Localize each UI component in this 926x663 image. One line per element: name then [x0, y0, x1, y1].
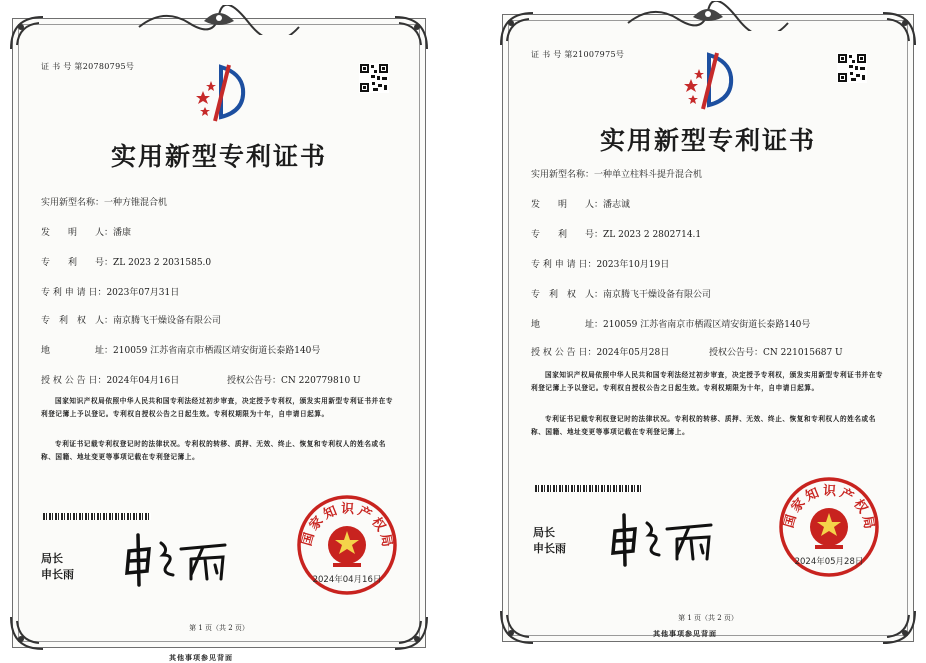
seal-date: 2024年05月28日 [794, 557, 864, 567]
row-patent-number [531, 227, 701, 240]
utility-model-name: 一种方锥混合机 [104, 198, 168, 208]
barcode [535, 485, 643, 492]
label-patent-number: 专 利 号： [41, 258, 114, 268]
grant-date: 2024年04月16日 [106, 376, 180, 386]
label-address: 地 址： [41, 346, 114, 356]
page-number: 第 1 页（共 2 页） [678, 614, 738, 622]
address: 210059 江苏省南京市栖霞区靖安街道长泰路140号 [113, 346, 321, 356]
seal-text: 国家知识产权局 [299, 501, 395, 552]
label-filing-date: 专 利 申 请 日： [531, 260, 597, 270]
director-title: 局长 [533, 526, 555, 539]
director-title: 局长 [41, 552, 63, 565]
ornament-top [623, 1, 793, 31]
footnote: 其他事项参见背面 [653, 629, 717, 638]
label-grant-number: 授权公告号： [227, 376, 282, 386]
notice-paragraph-1: 国家知识产权局依照中华人民共和国专利法经过初步审查，决定授予专利权，颁发实用新型专利证书并在专利登记簿上予以登记。专利权自授权公告之日起生效。专利权期限为十年，自申请日起算。 [531, 371, 884, 392]
barcode [43, 513, 151, 520]
row-grant-number [227, 373, 361, 386]
row-inventor [41, 225, 131, 238]
row-address [41, 343, 320, 356]
label-grant-date: 授 权 公 告 日： [531, 348, 597, 358]
notice-paragraph-1: 国家知识产权局依照中华人民共和国专利法经过初步审查，决定授予专利权，颁发实用新型专利证书并在专利登记簿上予以登记。专利权自授权公告之日起生效。专利权期限为十年，自申请日起算。 [41, 397, 394, 418]
address: 210059 江苏省南京市栖霞区靖安街道长泰路140号 [603, 320, 811, 330]
filing-date: 2023年07月31日 [106, 288, 180, 298]
ornament-corner-bl [9, 615, 45, 651]
director-name: 申长雨 [41, 568, 74, 581]
director-name: 申长雨 [533, 542, 566, 555]
official-seal [295, 493, 399, 597]
row-grant-date [531, 345, 669, 358]
director-signature [607, 509, 727, 569]
official-seal [777, 475, 881, 579]
row-grant-date [41, 373, 179, 386]
row-utility-model-name [531, 167, 702, 180]
certificate-title: 实用新型专利证书 [599, 126, 816, 155]
row-patentee [531, 287, 711, 300]
cert-number: 证 书 号 第21007975号 [531, 50, 625, 59]
qr-code-icon [359, 63, 389, 93]
row-filing-date [531, 257, 669, 270]
ornament-corner-tl [9, 15, 45, 51]
label-filing-date: 专 利 申 请 日： [41, 288, 107, 298]
ornament-corner-tr [393, 15, 429, 51]
patentee: 南京腾飞干燥设备有限公司 [603, 290, 712, 300]
director-signature [121, 529, 241, 589]
inventor: 潘康 [113, 228, 132, 238]
row-grant-number [709, 345, 843, 358]
ornament-corner-tr [881, 11, 917, 47]
patent-certificate-1 [12, 18, 426, 662]
patent-number: ZL 2023 2 2031585.0 [113, 258, 212, 268]
label-patent-number: 专 利 号： [531, 230, 604, 240]
grant-number: CN 220779810 U [281, 376, 361, 386]
director-block [533, 525, 566, 557]
label-utility-model-name: 实用新型名称： [531, 170, 595, 180]
utility-model-name: 一种单立柱料斗提升混合机 [594, 170, 703, 180]
label-grant-number: 授权公告号： [709, 348, 764, 358]
label-utility-model-name: 实用新型名称： [41, 198, 105, 208]
cnipa-logo [191, 61, 253, 123]
label-patentee: 专 利 权 人： [531, 290, 604, 300]
ornament-corner-br [393, 615, 429, 651]
row-patent-number [41, 255, 211, 268]
row-utility-model-name [41, 195, 167, 208]
notice-paragraph-2: 专利证书记载专利权登记时的法律状况。专利权的转移、质押、无效、终止、恢复和专利权人的姓名或名称、国籍、地址变更等事项记载在专利登记簿上。 [531, 415, 876, 436]
grant-number: CN 221015687 U [763, 348, 843, 358]
label-grant-date: 授 权 公 告 日： [41, 376, 107, 386]
row-patentee [41, 313, 221, 326]
label-patentee: 专 利 权 人： [41, 316, 114, 326]
cert-number: 证 书 号 第20780795号 [41, 62, 135, 71]
notice-paragraph-2: 专利证书记载专利权登记时的法律状况。专利权的转移、质押、无效、终止、恢复和专利权人的姓名或名称、国籍、地址变更等事项记载在专利登记簿上。 [41, 440, 386, 461]
footnote: 其他事项参见背面 [169, 653, 233, 662]
ornament-top [134, 5, 304, 35]
cnipa-logo [679, 49, 741, 111]
qr-code-icon [837, 53, 867, 83]
ornament-corner-tl [499, 11, 535, 47]
inventor: 潘志诚 [603, 200, 631, 210]
page-number: 第 1 页（共 2 页） [189, 624, 249, 632]
seal-date: 2024年04月16日 [312, 575, 382, 585]
patent-number: ZL 2023 2 2802714.1 [603, 230, 702, 240]
grant-date: 2024年05月28日 [596, 348, 670, 358]
filing-date: 2023年10月19日 [596, 260, 670, 270]
row-filing-date [41, 285, 179, 298]
patentee: 南京腾飞干燥设备有限公司 [113, 316, 222, 326]
patent-certificate-2 [502, 14, 914, 642]
row-address [531, 317, 810, 330]
row-inventor [531, 197, 630, 210]
seal-text: 国家知识产权局 [781, 483, 877, 534]
label-inventor: 发 明 人： [531, 200, 604, 210]
label-address: 地 址： [531, 320, 604, 330]
director-block [41, 551, 74, 583]
certificate-title: 实用新型专利证书 [110, 142, 327, 171]
label-inventor: 发 明 人： [41, 228, 114, 238]
